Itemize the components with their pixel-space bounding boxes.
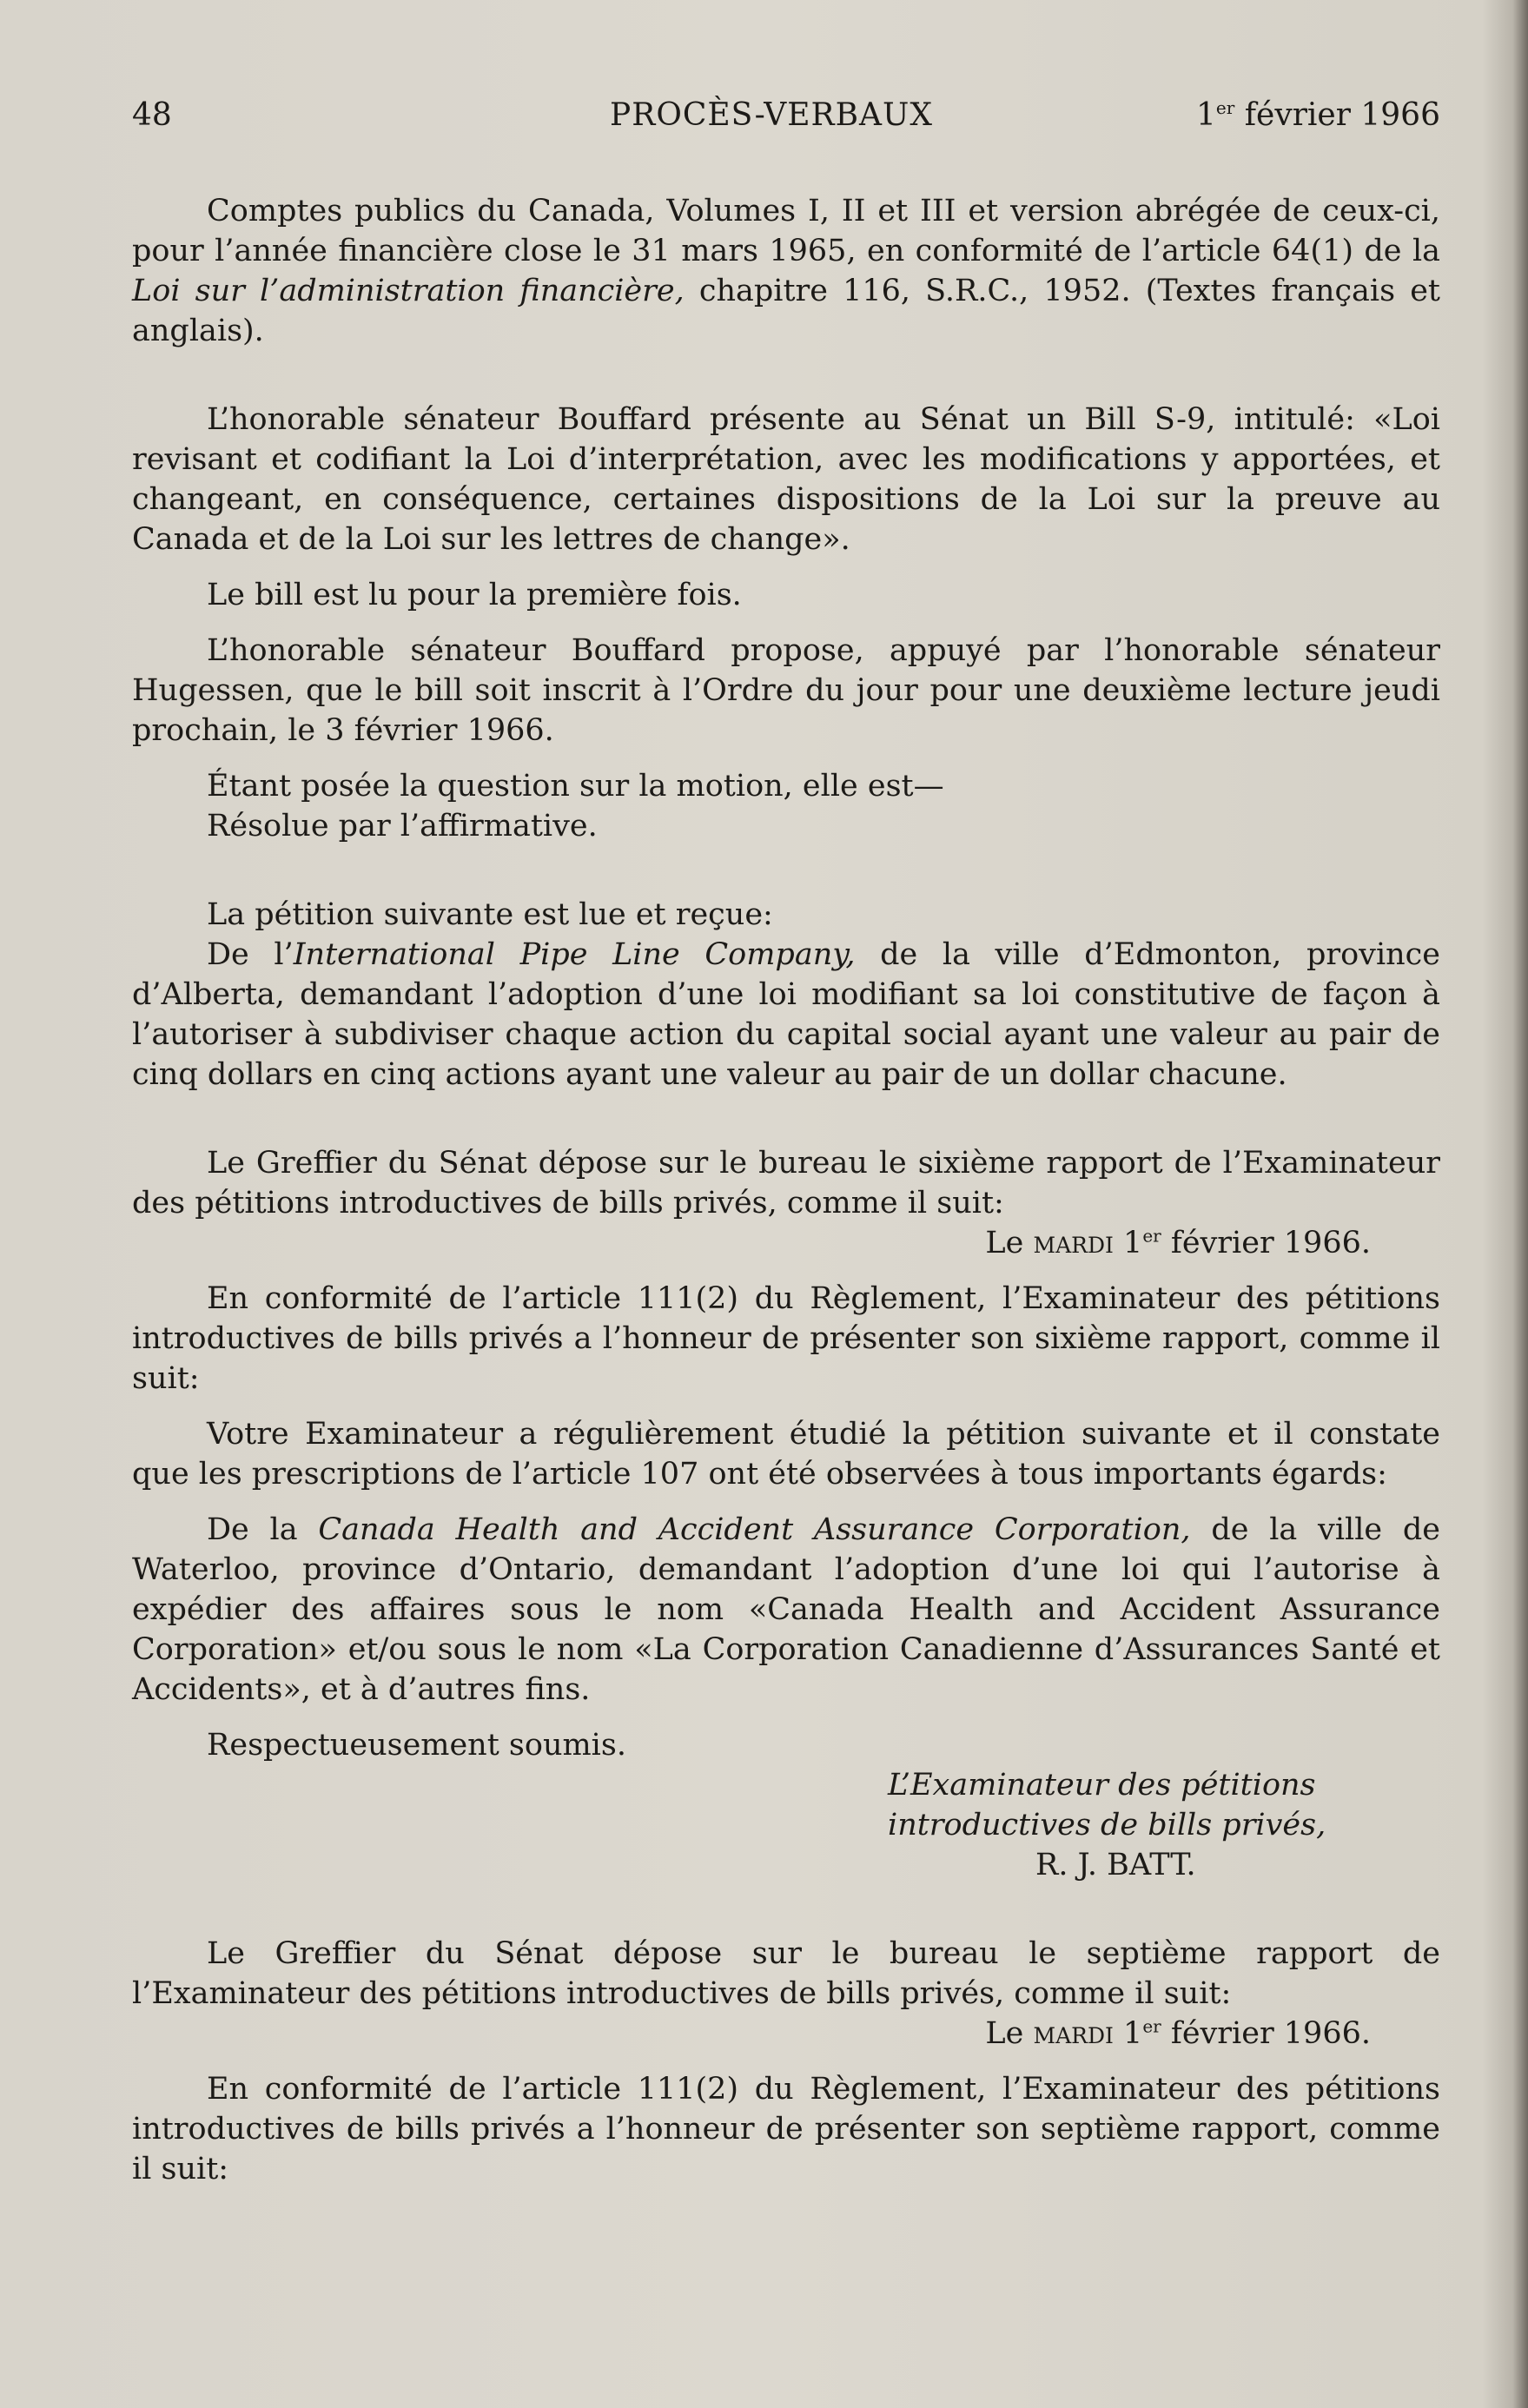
- paragraph-sixieme-rapport: Le Greffier du Sénat dépose sur le bureau le sixième rapport de l’Examinateur des pétitions introductives de bills privés, comme il suit:: [132, 1146, 1440, 1221]
- signature-line-1: L’Examinateur des pétitions: [888, 1768, 1316, 1803]
- report-date-2: Le mardi 1er février 1966.: [985, 2015, 1371, 2051]
- page-header: [132, 96, 1440, 139]
- page-title: PROCÈS-VERBAUX: [610, 97, 933, 133]
- paragraph-motion: L’honorable sénateur Bouffard propose, appuyé par l’honorable sénateur Hugessen, que le bill soit inscrit à l’Ordre du jour pour une deuxième lecture jeudi prochain, le 3 février 1966.: [132, 633, 1440, 748]
- paragraph-petition-intro: La pétition suivante est lue et reçue:: [207, 897, 773, 932]
- paragraph-canada-health: De la Canada Health and Accident Assurance Corporation, de la ville de Waterloo, province d’Ontario, demandant l’adoption d’une loi qui l’autorise à expédier des affaires sous le nom «Canada Health and Accident Assurance Corporation» et/ou sous le nom «La Corporation Canadienne d’Assurances Santé et Accidents», et à d’autres fins.: [132, 1512, 1440, 1707]
- page-content: [132, 96, 1440, 2189]
- paragraph-comptes-publics: Comptes publics du Canada, Volumes I, II et III et version abrégée de ceux-ci, pour l’année financière close le 31 mars 1965, en conformité de l’article 64(1) de la Loi sur l’administration financière, chapitre 116, S.R.C., 1952. (Textes français et anglais).: [132, 194, 1440, 348]
- paragraph-question: Étant posée la question sur la motion, elle est—: [207, 769, 944, 804]
- paragraph-bill-s9: L’honorable sénateur Bouffard présente au Sénat un Bill S-9, intitulé: «Loi revisant et codifiant la Loi d’interprétation, avec les modifications y apportées, et changeant, en conséquence, certaines dispositions de la Loi sur la preuve au Canada et de la Loi sur les lettres de change».: [132, 402, 1440, 557]
- paragraph-premiere-lecture: Le bill est lu pour la première fois.: [207, 578, 742, 612]
- report-date-1: Le mardi 1er février 1966.: [985, 1225, 1371, 1260]
- paragraph-resolue: Résolue par l’affirmative.: [207, 809, 598, 843]
- paragraph-conformite-2: En conformité de l’article 111(2) du Règlement, l’Examinateur des pétitions introductives de bills privés a l’honneur de présenter son septième rapport, comme il suit:: [132, 2072, 1440, 2186]
- header-date: 1er février 1966: [1195, 97, 1440, 133]
- paragraph-conformite-1: En conformité de l’article 111(2) du Règlement, l’Examinateur des pétitions introductives de bills privés a l’honneur de présenter son sixième rapport, comme il suit:: [132, 1281, 1440, 1396]
- page-number: 48: [132, 97, 172, 133]
- paragraph-examinateur: Votre Examinateur a régulièrement étudié la pétition suivante et il constate que les prescriptions de l’article 107 ont été observées à tous importants égards:: [132, 1417, 1440, 1492]
- paragraph-septieme-rapport: Le Greffier du Sénat dépose sur le bureau le septième rapport de l’Examinateur des pétitions introductives de bills privés, comme il suit:: [132, 1936, 1440, 2011]
- signature-name: R. J. BATT.: [1035, 1848, 1196, 1882]
- paragraph-petition-pipeline: De l’International Pipe Line Company, de la ville d’Edmonton, province d’Alberta, demandant l’adoption d’une loi modifiant sa loi constitutive de façon à l’autoriser à subdiviser chaque action du capital social ayant une valeur au pair de cinq dollars en cinq actions ayant une valeur au pair de un dollar chacune.: [132, 937, 1441, 1092]
- signature-line-2: introductives de bills privés,: [888, 1808, 1326, 1842]
- paragraph-respectueusement: Respectueusement soumis.: [207, 1728, 626, 1763]
